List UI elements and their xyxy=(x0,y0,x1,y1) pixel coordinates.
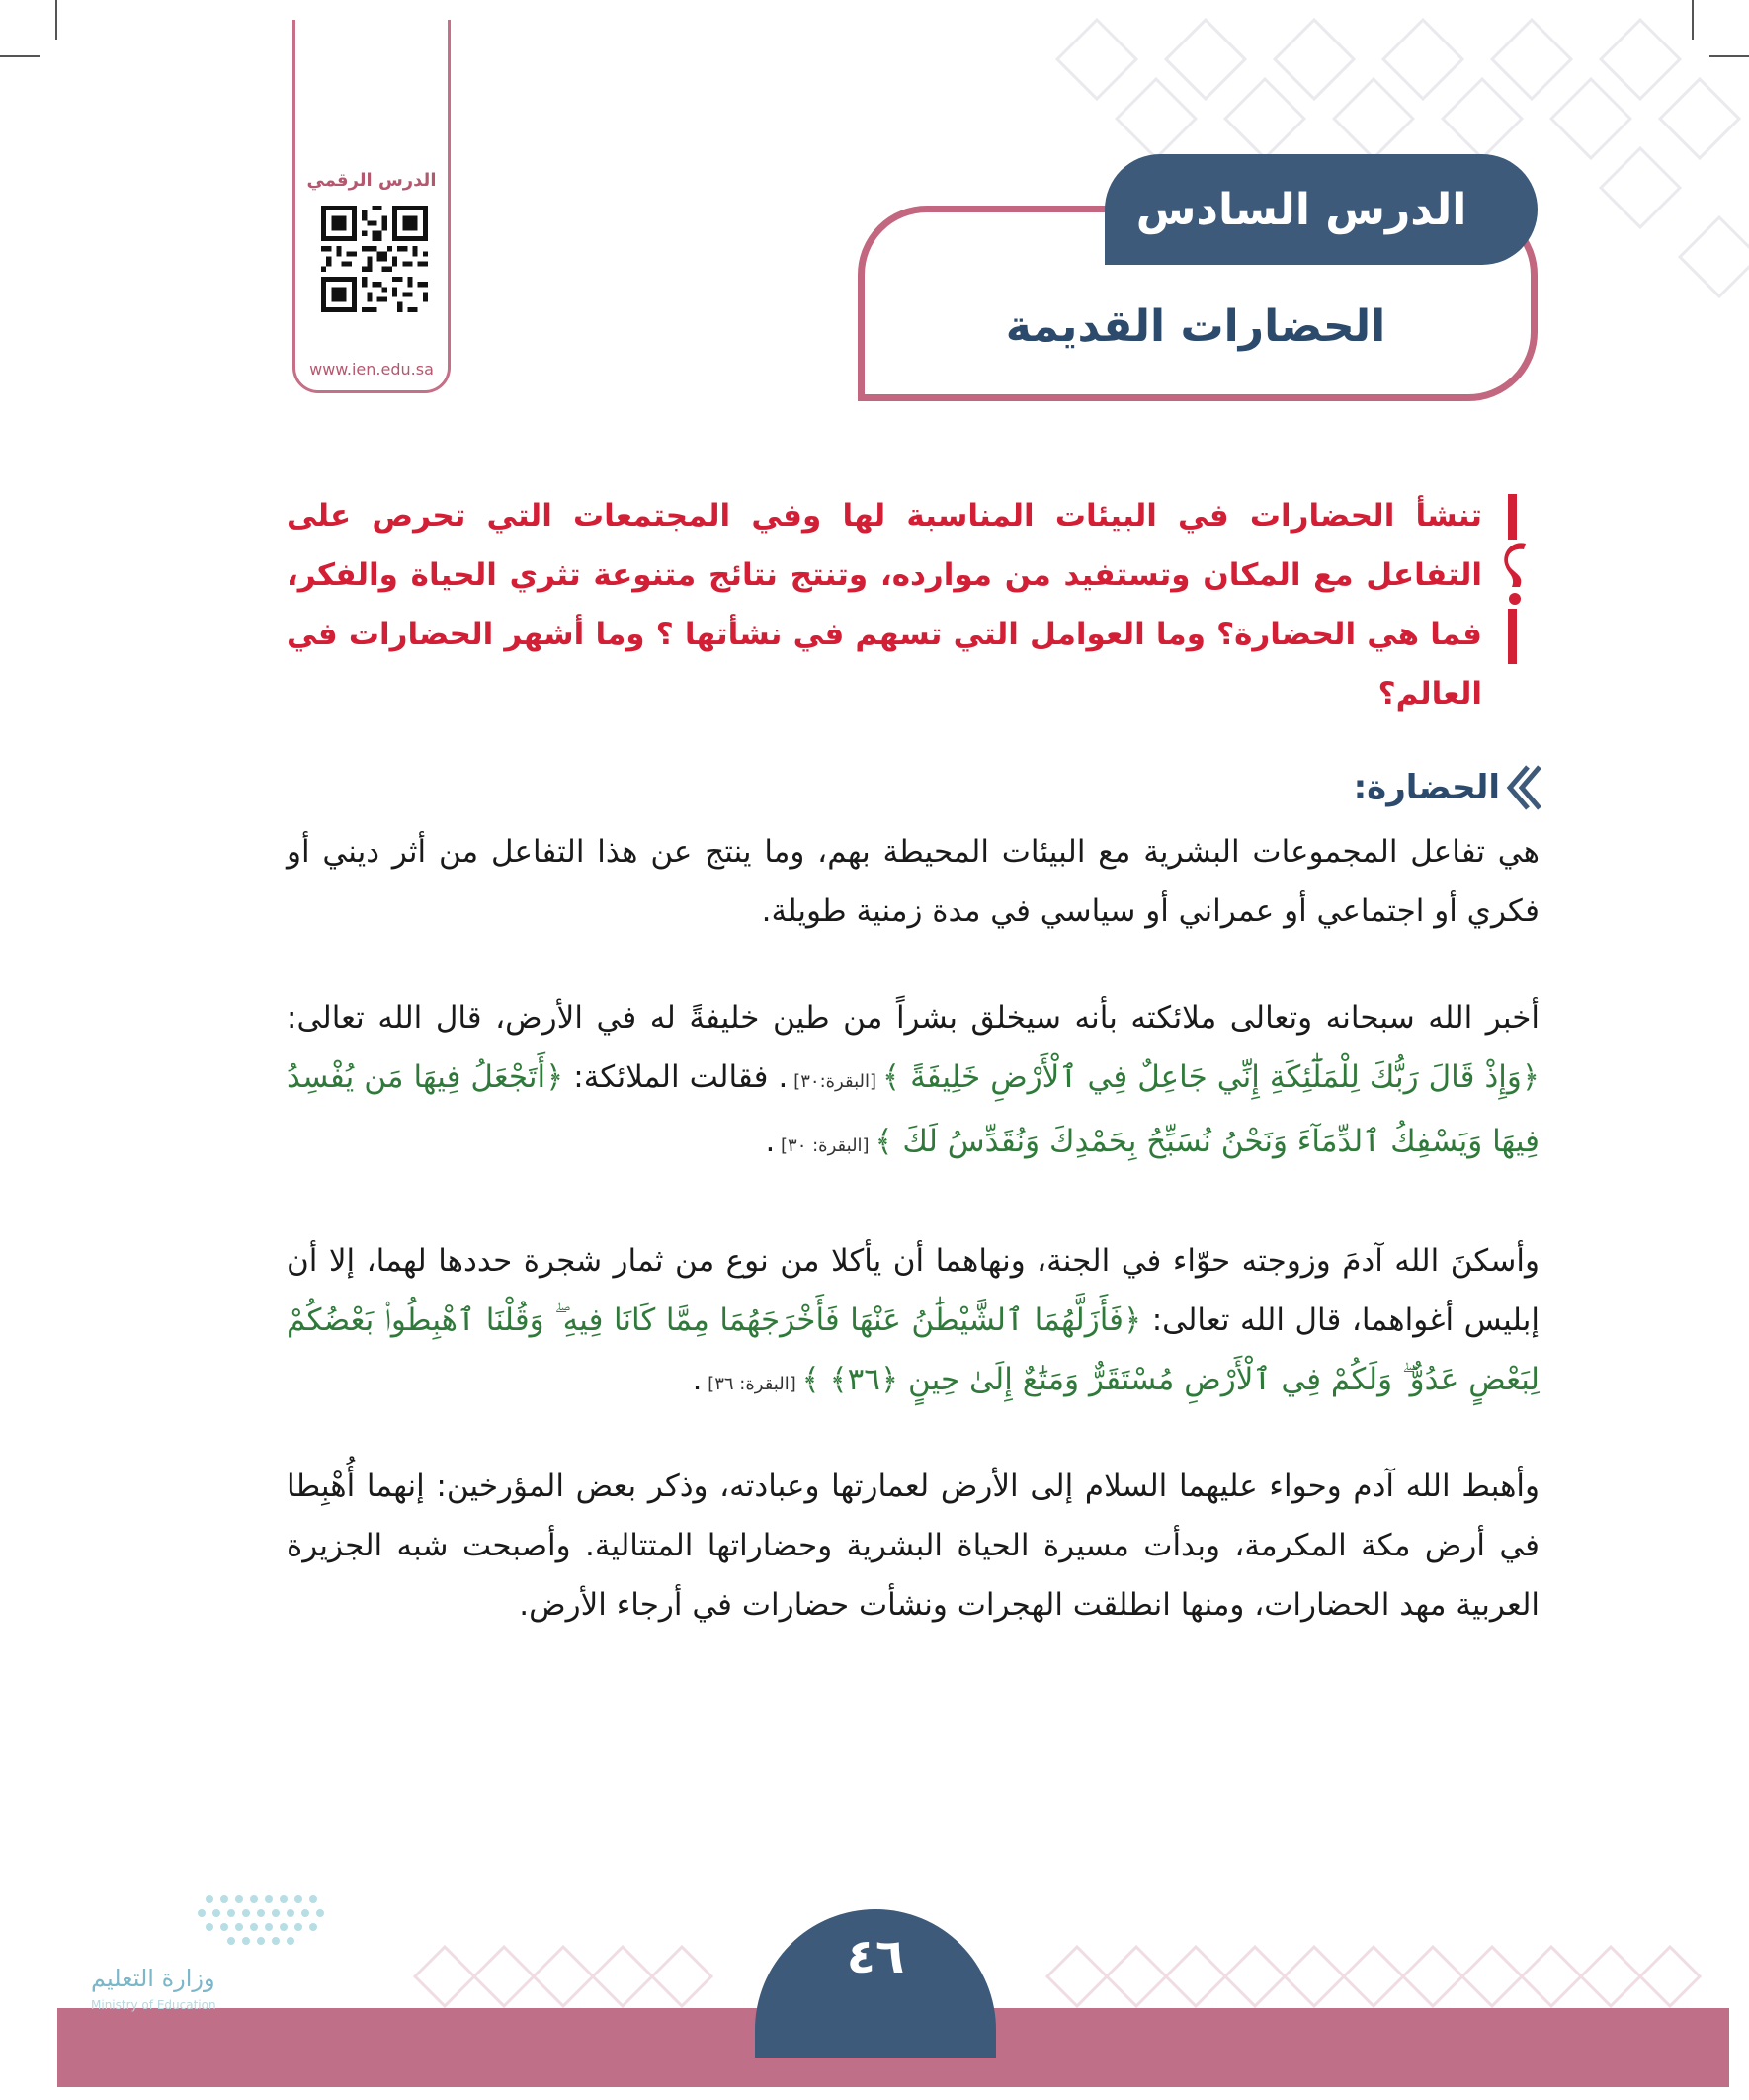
section-heading xyxy=(1166,763,1541,812)
paragraph-descent: وأهبط الله آدم وحواء عليهما السلام إلى الأرض لعمارتها وعبادته، وذكر بعض المؤرخين: إنهما أُهْبِطا في أرض مكة المكرمة، وبدأت مسيرة الحياة البشرية وحضاراتها المتتالية. وأصبحت شبه الجزيرة العربية مهد الحضارات، ومنها انطلقت الهجرات ونشأت حضارات في أرجاء الأرض. xyxy=(287,1469,1540,1623)
digital-lesson-label: الدرس الرقمي xyxy=(306,170,437,191)
crop-mark xyxy=(0,55,40,57)
paragraph-creation xyxy=(287,988,1540,1176)
intro-question-text: تنشأ الحضارات في البيئات المناسبة لها وفي المجتمعات التي تحرص على التفاعل مع المكان وتستفيد من موارده، وتنتج نتائج متنوعة تثري الحياة والفكر، فما هي الحضارة؟ وما العوامل التي تسهم في نشأتها ؟ وما أشهر الحضارات في العالم؟ xyxy=(287,498,1482,712)
lesson-title: الحضارات القديمة xyxy=(1005,300,1386,352)
verse-reference: [البقرة:٣٠] xyxy=(788,1071,882,1092)
page-number: ٤٦ xyxy=(846,1929,905,1984)
quran-verse: ﴿فَأَزَلَّهُمَا ٱلشَّيْطَٰنُ عَنْهَا فَأَخْرَجَهُمَا مِمَّا كَانَا فِيهِ ۖ وَقُلْنَا ٱهْبِطُوا۟ بَعْضُكُمْ لِبَعْضٍ عَدُوٌّ ۖ وَلَكُمْ فِي ٱلْأَرْضِ مُسْتَقَرٌّ وَمَتَٰعٌ إِلَىٰ حِينٍ ﴿٣٦﴾ ﴾ xyxy=(287,1302,1540,1397)
verse-reference: [البقرة: ٣٦] xyxy=(702,1374,802,1394)
digital-lesson-url[interactable]: www.ien.edu.sa xyxy=(309,360,434,378)
crop-mark xyxy=(1692,0,1694,40)
paragraph-text: وأسكنَ الله آدمَ وزوجته حوّاء في الجنة، ونهاهما أن يأكلا من نوع من ثمار شجرة حددها لهما، إلا أن إبليس أغواهما، قال الله تعالى: xyxy=(287,1243,1540,1338)
paragraph-definition: هي تفاعل المجموعات البشرية مع البيئات المحيطة بهم، وما ينتج عن هذا التفاعل من أثر ديني أو فكري أو اجتماعي أو عمراني أو سياسي في مدة زمنية طويلة. xyxy=(287,834,1540,929)
qr-code-icon[interactable] xyxy=(321,206,428,312)
question-mark-icon xyxy=(1498,540,1536,609)
paragraph-text: أخبر الله سبحانه وتعالى ملائكته بأنه سيخلق بشراً من طين خليفةً له في الأرض، قال الله تعالى: xyxy=(287,1000,1540,1036)
section-title: الحضارة: xyxy=(1353,768,1500,807)
verse-reference: [البقرة: ٣٠] xyxy=(775,1135,875,1156)
ministry-name: وزارة التعليم xyxy=(91,1965,215,1992)
paragraph-paradise xyxy=(287,1231,1540,1414)
quran-verse: ﴿أَتَجْعَلُ فِيهَا مَن يُفْسِدُ فِيهَا وَيَسْفِكُ ٱلدِّمَآءَ وَنَحْنُ نُسَبِّحُ بِحَمْدِكَ وَنُقَدِّسُ لَكَ ﴾ xyxy=(287,1059,1540,1159)
lesson-number: الدرس السادس xyxy=(1135,184,1467,235)
double-chevron-icon xyxy=(1506,765,1541,810)
paragraph-text: . فقالت الملائكة: xyxy=(563,1059,789,1095)
crop-mark xyxy=(1709,55,1749,57)
digital-lesson-card[interactable] xyxy=(292,20,451,393)
paragraph-text: . xyxy=(765,1124,776,1159)
crop-mark xyxy=(55,0,57,40)
quran-verse: ﴿وَإِذْ قَالَ رَبُّكَ لِلْمَلَٰٓئِكَةِ إِنِّي جَاعِلٌ فِي ٱلْأَرْضِ خَلِيفَةً ﴾ xyxy=(881,1059,1540,1095)
paragraph-text: . xyxy=(692,1362,703,1397)
ministry-subtitle: Ministry of Education xyxy=(91,1998,216,2012)
